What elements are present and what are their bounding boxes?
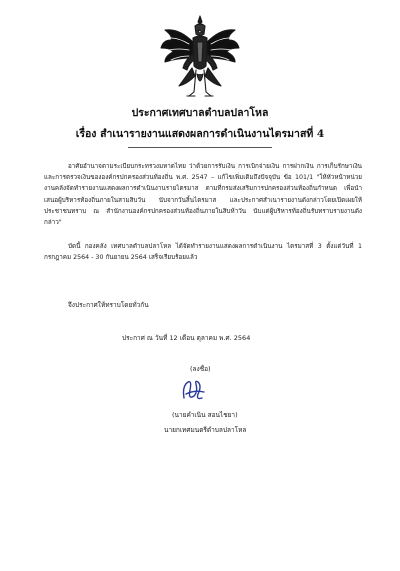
- signer-position: นายกเทศมนตรีตำบลปลาโหล: [164, 426, 247, 434]
- title-divider: [128, 147, 272, 148]
- document-title: ประกาศเทศบาลตำบลปลาโหล: [131, 107, 269, 119]
- signed-label: (ลงชื่อ): [190, 365, 211, 373]
- garuda-emblem-icon: [159, 14, 241, 98]
- announcement-date: ประกาศ ณ วันที่ 12 เดือน ตุลาคม พ.ศ. 2564: [122, 334, 251, 342]
- notice-line: จึงประกาศให้ทราบโดยทั่วกัน: [68, 301, 149, 309]
- signer-name: (นายคำเนิน สอนไชยา): [172, 411, 238, 419]
- body-paragraph-1: อาศัยอำนาจตามระเบียบกระทรวงมหาดไทย ว่าด้วยการรับเงิน การเบิกจ่ายเงิน การฝากเงิน การเก็บรักษาเงิน และการตรวจเงินขององค์กรปกครองส่วนท้องถิ่น พ.ศ. 2547 – แก้ไขเพิ่มเติมถึงปัจจุบัน ข้อ 101/1 "ให้หัวหน้าหน่วยงานคลังจัดทำรายงานแสดงผลการดำเนินงานรายไตรมาส ตามที่กรมส่งเสริมการปกครองส่วนท้องถิ่นกำหนด เพื่อนำเสนอผู้บริหารท้องถิ่นภายในสามสิบวัน นับจากวันสิ้นไตรมาส และประกาศสำเนารายงานดังกล่าวโดยเปิดเผยให้ประชาชนทราบ ณ สำนักงานองค์กรปกครองส่วนท้องถิ่นภายในสิบห้าวัน นับแต่ผู้บริหารท้องถิ่นรับทราบรายงานดังกล่าว": [44, 163, 362, 227]
- handwritten-signature: [180, 376, 208, 406]
- body-paragraph-2: บัดนี้ กองคลัง เทศบาลตำบลปลาโหล ได้จัดทำรายงานแสดงผลการดำเนินงาน ไตรมาสที่ 3 ตั้งแต่วันที่ 1 กรกฎาคม 2564 - 30 กันยายน 2564 เสร็จเรียบร้อยแล้ว: [44, 243, 362, 262]
- document-subject: เรื่อง สำเนารายงานแสดงผลการดำเนินงานไตรมาสที่ 4: [75, 128, 325, 140]
